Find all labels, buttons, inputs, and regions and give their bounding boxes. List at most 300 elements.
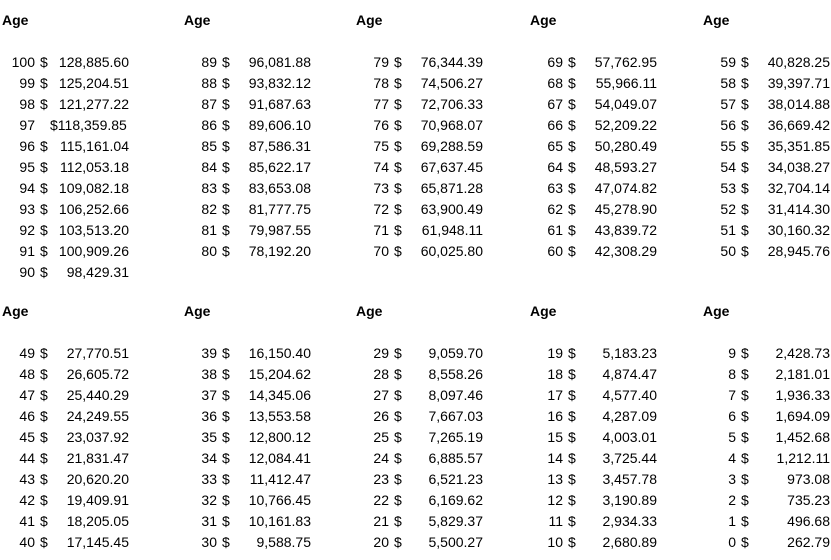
amount-cell: 121,277.22 [58,96,129,112]
age-cell: 85 [201,138,217,154]
table-row [703,490,831,511]
amount-cell: 32,704.14 [767,180,830,196]
amount-cell: 78,192.20 [248,243,311,259]
amount-cell: 3,457.78 [602,471,657,487]
age-cell: 50 [720,243,736,259]
currency-symbol: $ [394,96,402,112]
table-row [184,469,319,490]
age-cell: 74 [373,159,389,175]
amount-cell: 2,934.33 [602,513,657,529]
amount-cell: 50,280.49 [594,138,657,154]
age-cell: 25 [373,429,389,445]
age-cell: 8 [728,366,736,382]
table-row [356,406,491,427]
amount-cell: 79,987.55 [248,222,311,238]
currency-symbol: $ [222,471,230,487]
table-row [2,157,137,178]
currency-symbol: $ [394,492,402,508]
amount-cell: 40,828.25 [767,54,830,70]
age-cell: 32 [201,492,217,508]
amount-cell: 262.79 [787,534,830,550]
amount-cell: 70,968.07 [420,117,483,133]
currency-symbol: $ [568,366,576,382]
age-cell: 48 [19,366,35,382]
age-cell: 71 [373,222,389,238]
table-row [703,427,831,448]
amount-cell: 1,694.09 [775,408,830,424]
age-cell: 54 [720,159,736,175]
age-cell: 51 [720,222,736,238]
table-row [184,385,319,406]
age-header: Age [2,12,29,28]
currency-symbol: $ [568,96,576,112]
currency-symbol: $ [394,366,402,382]
currency-symbol: $ [394,180,402,196]
age-cell: 2 [728,492,736,508]
amount-cell: 57,762.95 [594,54,657,70]
currency-symbol: $ [40,243,48,259]
amount-cell: 13,553.58 [248,408,311,424]
table-row [184,199,319,220]
age-cell: 93 [19,201,35,217]
table-row [184,115,319,136]
amount-cell: 735.23 [787,492,830,508]
table-row [356,94,491,115]
currency-symbol: $ [741,54,749,70]
amount-cell: 21,831.47 [66,450,129,466]
currency-symbol: $ [40,54,48,70]
currency-symbol: $ [568,345,576,361]
table-row [530,385,665,406]
amount-cell: 43,839.72 [594,222,657,238]
currency-symbol: $ [741,117,749,133]
age-cell: 18 [547,366,563,382]
table-row [356,199,491,220]
table-row [703,364,831,385]
currency-symbol: $ [568,429,576,445]
table-row [2,469,137,490]
amount-cell: 16,150.40 [248,345,311,361]
amount-cell: 106,252.66 [58,201,129,217]
table-row [530,406,665,427]
amount-cell: 47,074.82 [594,180,657,196]
age-cell: 99 [19,75,35,91]
table-row [2,73,137,94]
table-row [356,136,491,157]
currency-symbol: $ [394,222,402,238]
table-row [703,385,831,406]
amount-cell: 23,037.92 [66,429,129,445]
amount-cell: 3,190.89 [602,492,657,508]
currency-symbol: $ [741,408,749,424]
age-cell: 72 [373,201,389,217]
currency-symbol: $ [40,450,48,466]
age-cell: 26 [373,408,389,424]
age-cell: 52 [720,201,736,217]
table-row [703,94,831,115]
age-cell: 30 [201,534,217,550]
amount-cell: $118,359.85 [50,117,127,133]
amount-cell: 38,014.88 [767,96,830,112]
table-row [2,94,137,115]
currency-symbol: $ [568,75,576,91]
amount-cell: 10,766.45 [248,492,311,508]
amount-cell: 55,966.11 [595,75,657,91]
amount-cell: 65,871.28 [420,180,483,196]
age-cell: 34 [201,450,217,466]
age-cell: 29 [373,345,389,361]
amount-cell: 25,440.29 [66,387,129,403]
currency-symbol: $ [40,345,48,361]
currency-symbol: $ [741,429,749,445]
age-cell: 60 [547,243,563,259]
currency-symbol: $ [741,201,749,217]
amount-cell: 91,687.63 [248,96,311,112]
table-row [184,490,319,511]
table-row [2,199,137,220]
amount-cell: 76,344.39 [420,54,483,70]
table-row [530,199,665,220]
amount-cell: 87,586.31 [248,138,311,154]
currency-symbol: $ [394,75,402,91]
age-cell: 37 [201,387,217,403]
age-header: Age [530,303,557,319]
age-cell: 6 [728,408,736,424]
amount-cell: 45,278.90 [594,201,657,217]
currency-symbol: $ [741,138,749,154]
age-cell: 84 [201,159,217,175]
table-row [530,490,665,511]
amount-cell: 115,161.04 [59,138,129,154]
age-header: Age [703,303,730,319]
amount-cell: 10,161.83 [248,513,311,529]
age-cell: 3 [728,471,736,487]
age-cell: 78 [373,75,389,91]
table-row [530,241,665,262]
amount-cell: 36,669.42 [767,117,830,133]
table-row [530,511,665,532]
currency-symbol: $ [40,180,48,196]
currency-symbol: $ [741,222,749,238]
age-cell: 35 [201,429,217,445]
age-cell: 15 [547,429,563,445]
currency-symbol: $ [40,222,48,238]
table-row [2,406,137,427]
table-row [2,241,137,262]
amount-cell: 81,777.75 [248,201,311,217]
currency-symbol: $ [568,408,576,424]
table-row [2,385,137,406]
age-cell: 67 [547,96,563,112]
table-row [2,427,137,448]
table-row [530,469,665,490]
currency-symbol: $ [568,450,576,466]
amount-cell: 2,428.73 [775,345,830,361]
age-cell: 20 [373,534,389,550]
currency-symbol: $ [40,159,48,175]
age-cell: 39 [201,345,217,361]
age-cell: 0 [728,534,736,550]
amount-cell: 93,832.12 [248,75,311,91]
currency-symbol: $ [222,492,230,508]
currency-symbol: $ [568,117,576,133]
amount-cell: 63,900.49 [420,201,483,217]
table-row [356,511,491,532]
age-cell: 94 [19,180,35,196]
currency-symbol: $ [222,96,230,112]
currency-symbol: $ [394,243,402,259]
table-row [703,511,831,532]
currency-symbol: $ [568,534,576,550]
table-row [184,94,319,115]
currency-symbol: $ [40,534,48,550]
table-row [356,73,491,94]
currency-symbol: $ [222,366,230,382]
amount-cell: 5,500.27 [428,534,483,550]
age-cell: 76 [373,117,389,133]
table-row [530,115,665,136]
age-cell: 12 [547,492,563,508]
age-header: Age [356,303,383,319]
table-row [184,52,319,73]
age-cell: 36 [201,408,217,424]
amount-cell: 8,097.46 [428,387,483,403]
currency-symbol: $ [222,243,230,259]
age-header: Age [2,303,29,319]
table-row [2,448,137,469]
table-row [356,364,491,385]
currency-symbol: $ [741,534,749,550]
currency-symbol: $ [222,408,230,424]
table-row [184,73,319,94]
age-cell: 40 [19,534,35,550]
currency-symbol: $ [741,180,749,196]
amount-cell: 42,308.29 [594,243,657,259]
table-row [703,136,831,157]
age-cell: 57 [720,96,736,112]
amount-cell: 18,205.05 [66,513,129,529]
table-row [184,406,319,427]
age-cell: 19 [547,345,563,361]
currency-symbol: $ [394,408,402,424]
amount-cell: 72,706.33 [420,96,483,112]
amount-cell: 85,622.17 [248,159,311,175]
amount-cell: 39,397.71 [767,75,830,91]
age-cell: 83 [201,180,217,196]
currency-symbol: $ [741,159,749,175]
currency-symbol: $ [568,159,576,175]
age-cell: 65 [547,138,563,154]
amount-cell: 128,885.60 [58,54,129,70]
table-row [530,157,665,178]
currency-symbol: $ [568,138,576,154]
age-cell: 95 [19,159,35,175]
table-row [530,343,665,364]
amount-cell: 89,606.10 [248,117,311,133]
amount-cell: 60,025.80 [420,243,483,259]
currency-symbol: $ [40,471,48,487]
amount-cell: 52,209.22 [594,117,657,133]
amount-cell: 27,770.51 [66,345,129,361]
currency-symbol: $ [394,387,402,403]
age-cell: 33 [201,471,217,487]
age-header: Age [184,12,211,28]
age-cell: 61 [547,222,563,238]
table-row [356,178,491,199]
currency-symbol: $ [40,366,48,382]
amount-cell: 61,948.11 [421,222,483,238]
currency-symbol: $ [741,513,749,529]
age-cell: 73 [373,180,389,196]
age-cell: 91 [19,243,35,259]
age-cell: 5 [728,429,736,445]
amount-cell: 28,945.76 [767,243,830,259]
currency-symbol: $ [40,264,48,280]
table-row [184,511,319,532]
age-cell: 7 [728,387,736,403]
amount-cell: 6,521.23 [428,471,483,487]
currency-symbol: $ [222,387,230,403]
amount-cell: 17,145.45 [66,534,129,550]
currency-symbol: $ [568,387,576,403]
age-cell: 100 [11,54,35,70]
age-cell: 56 [720,117,736,133]
currency-symbol: $ [40,387,48,403]
table-row [2,532,137,553]
currency-symbol: $ [40,96,48,112]
age-cell: 69 [547,54,563,70]
currency-symbol: $ [222,159,230,175]
currency-symbol: $ [40,513,48,529]
table-row [184,427,319,448]
amount-cell: 4,874.47 [602,366,657,382]
currency-symbol: $ [222,345,230,361]
amount-cell: 11,412.47 [249,471,311,487]
age-cell: 59 [720,54,736,70]
table-row [356,343,491,364]
age-header: Age [356,12,383,28]
table-row [356,220,491,241]
currency-symbol: $ [394,471,402,487]
table-row [703,241,831,262]
amount-cell: 8,558.26 [428,366,483,382]
age-cell: 92 [19,222,35,238]
age-cell: 53 [720,180,736,196]
age-cell: 70 [373,243,389,259]
amount-cell: 2,181.01 [775,366,830,382]
currency-symbol: $ [40,138,48,154]
age-cell: 9 [728,345,736,361]
currency-symbol: $ [741,243,749,259]
age-cell: 38 [201,366,217,382]
currency-symbol: $ [394,117,402,133]
table-row [530,136,665,157]
table-row [2,490,137,511]
amount-cell: 67,637.45 [420,159,483,175]
currency-symbol: $ [394,429,402,445]
amount-cell: 9,059.70 [428,345,483,361]
amount-cell: 1,936.33 [775,387,830,403]
table-row [703,52,831,73]
amount-cell: 112,053.18 [59,159,129,175]
age-cell: 62 [547,201,563,217]
currency-symbol: $ [394,138,402,154]
amount-cell: 109,082.18 [58,180,129,196]
age-cell: 82 [201,201,217,217]
age-cell: 89 [201,54,217,70]
age-header: Age [184,303,211,319]
amount-cell: 7,265.19 [428,429,483,445]
table-row [703,199,831,220]
age-cell: 77 [373,96,389,112]
amount-cell: 14,345.06 [248,387,311,403]
currency-symbol: $ [394,513,402,529]
age-cell: 81 [201,222,217,238]
currency-symbol: $ [40,408,48,424]
table-row [2,136,137,157]
amount-cell: 5,183.23 [602,345,657,361]
table-row [2,220,137,241]
age-cell: 64 [547,159,563,175]
currency-symbol: $ [394,450,402,466]
currency-symbol: $ [568,513,576,529]
age-cell: 13 [547,471,563,487]
currency-symbol: $ [222,75,230,91]
table-row [356,448,491,469]
currency-symbol: $ [222,513,230,529]
age-cell: 49 [19,345,35,361]
age-cell: 88 [201,75,217,91]
age-cell: 97 [19,117,35,133]
currency-symbol: $ [394,534,402,550]
table-row [530,178,665,199]
amount-cell: 98,429.31 [66,264,129,280]
table-row [2,343,137,364]
age-cell: 14 [547,450,563,466]
table-row [184,220,319,241]
table-row [356,490,491,511]
currency-symbol: $ [741,492,749,508]
age-cell: 17 [547,387,563,403]
table-row [703,220,831,241]
amount-cell: 69,288.59 [420,138,483,154]
amount-cell: 15,204.62 [248,366,311,382]
amount-cell: 19,409.91 [66,492,129,508]
amount-cell: 5,829.37 [428,513,483,529]
age-cell: 11 [548,513,563,529]
age-cell: 68 [547,75,563,91]
currency-symbol: $ [222,450,230,466]
amount-cell: 125,204.51 [58,75,129,91]
age-cell: 80 [201,243,217,259]
table-row [703,178,831,199]
currency-symbol: $ [222,117,230,133]
table-row [530,448,665,469]
table-row [356,241,491,262]
table-row [184,178,319,199]
table-row [530,94,665,115]
table-row [530,52,665,73]
table-row [703,406,831,427]
currency-symbol: $ [222,429,230,445]
amount-cell: 4,003.01 [602,429,657,445]
age-cell: 23 [373,471,389,487]
table-row [356,427,491,448]
currency-symbol: $ [568,180,576,196]
amount-cell: 48,593.27 [594,159,657,175]
table-row [356,385,491,406]
age-cell: 79 [373,54,389,70]
